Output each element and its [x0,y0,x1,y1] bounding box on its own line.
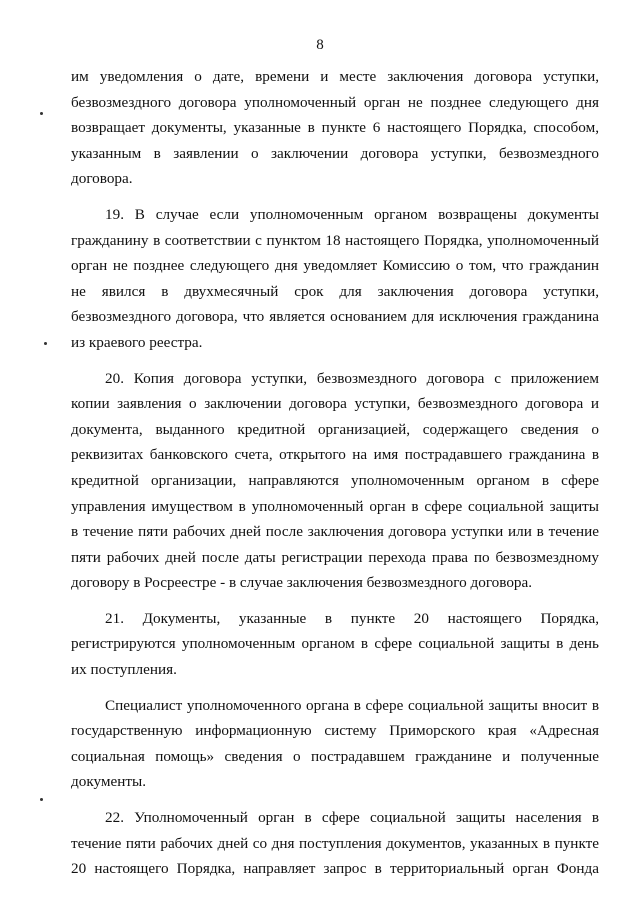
document-body [71,64,599,882]
text-line: реквизитах банковского счета, открытого на имя пострадавшего гражданина в [71,446,599,464]
text-line: 20 настоящего Порядка, направляет запрос в территориальный орган Фонда [71,860,599,878]
text-line: течение пяти рабочих дней со дня поступления документов, указанных в пункте [71,834,599,852]
text-line: пяти рабочих дней после даты регистрации перехода права по безвозмездному [71,548,599,566]
text-line: возвращает документы, указанные в пункте 6 настоящего Порядка, способом, [71,119,599,137]
text-line: договору в Росреестре - в случае заключения безвозмездного договора. [71,574,533,592]
scan-speck [40,112,43,115]
text-line: указанным в заявлении о заключении договора уступки, безвозмездного [71,144,599,162]
text-line: государственную информационную систему Приморского края «Адресная [71,722,599,740]
text-line: им уведомления о дате, времени и месте заключения договора уступки, [71,68,599,85]
paragraph-20 [71,366,599,596]
text-line: регистрируются уполномоченным органом в сфере социальной защиты в день [71,635,599,653]
text-line: их поступления. [71,661,177,679]
text-line: договора. [71,170,133,188]
text-line: из краевого реестра. [71,333,203,351]
text-line: Специалист уполномоченного органа в сфере социальной защиты вносит в [105,696,599,714]
text-line: 22. Уполномоченный орган в сфере социальной защиты населения в [105,809,599,827]
text-line: копии заявления о заключении договора уступки, безвозмездного договора и [71,395,599,413]
text-line: документы. [71,773,146,791]
text-line: не явился в двухмесячный срок для заключения договора уступки, [71,282,599,300]
text-line: в течение пяти рабочих дней после заключения договора уступки или в течение [71,523,599,541]
text-line: безвозмездного договора уполномоченный орган не позднее следующего дня [71,93,599,111]
text-line: 19. В случае если уполномоченным органом возвращены документы [105,205,599,223]
scan-speck [40,798,43,801]
scan-speck [44,342,47,345]
text-line: документа, выданного кредитной организацией, содержащего сведения о [71,420,599,438]
paragraph-19 [71,202,599,356]
paragraph-22 [71,805,599,882]
text-line: 21. Документы, указанные в пункте 20 настоящего Порядка, [105,609,599,627]
text-line: кредитной организации, направляются уполномоченным органом в сфере [71,471,599,489]
text-line: орган не позднее следующего дня уведомляет Комиссию о том, что гражданин [71,257,599,275]
text-line: управления имуществом в уполномоченный орган в сфере социальной защиты [71,497,599,515]
text-line: гражданину в соответствии с пунктом 18 настоящего Порядка, уполномоченный [71,231,599,249]
text-line: безвозмездного договора, что является основанием для исключения гражданина [71,308,599,326]
paragraph-continuation [71,64,599,192]
paragraph-specialist [71,693,599,795]
text-line: социальная помощь» сведения о пострадавшем гражданине и полученные [71,747,599,765]
paragraph-21 [71,606,599,683]
text-line: 20. Копия договора уступки, безвозмездного договора с приложением [105,369,599,387]
page-number: 8 [316,37,324,53]
